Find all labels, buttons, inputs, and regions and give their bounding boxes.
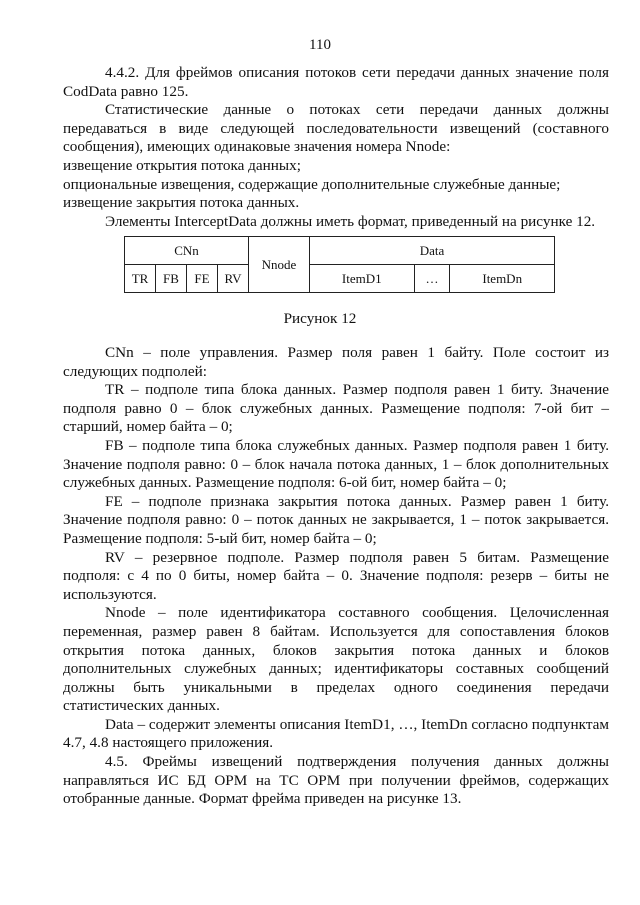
paragraph: CNn – поле управления. Размер поля равен 1 байту. Поле состоит из следующих подполей: bbox=[63, 344, 609, 380]
paragraph: Статистические данные о потоках сети передачи данных должны передаваться в виде следующей последовательности извещений (составного сообщения), имеющих одинаковые значения номера Nnode: bbox=[63, 101, 609, 156]
figure-caption: Рисунок 12 bbox=[283, 310, 357, 327]
ellipsis-cell: … bbox=[414, 265, 450, 293]
data-header: Data bbox=[310, 237, 555, 265]
paragraph: 4.4.2. Для фреймов описания потоков сети передачи данных значение поля CodData равно 125. bbox=[63, 64, 609, 100]
paragraph: опциональные извещения, содержащие дополнительные служебные данные; bbox=[63, 175, 561, 193]
paragraph: Data – содержит элементы описания ItemD1, …, ItemDn согласно подпунктам 4.7, 4.8 настоящего приложения. bbox=[63, 715, 609, 752]
page-number: 110 bbox=[309, 37, 331, 53]
itemd1-cell: ItemD1 bbox=[310, 265, 415, 293]
tr-cell: TR bbox=[125, 265, 156, 293]
paragraph: FE – подполе признака закрытия потока данных. Размер равен 1 биту. Значение подполя равно: 0 – поток данных не закрывается, 1 – поток закрывается. Размещение подполя: 5-ый бит, номер байта – 0; bbox=[63, 492, 609, 547]
paragraph: TR – подполе типа блока данных. Размер подполя равен 1 биту. Значение подполя равно 0 – блок служебных данных. Размещение подполя: 7-ой бит – старший, номер байта – 0; bbox=[63, 381, 609, 436]
paragraph: RV – резервное подполе. Размер подполя равен 5 битам. Размещение подполя: с 4 по 0 биты, номер байта – 0. Значение подполя: резерв – биты не используются. bbox=[63, 548, 609, 603]
paragraph: Nnode – поле идентификатора составного сообщения. Целочисленная переменная, размер равен 8 байтам. Используется для сопоставления блоков открытия потока данных, блоков закрытия потока данных и блоков дополнительных служебных данных; идентификаторы составных сообщений должны быть уникальными в пределах одного соединения передачи статистических данных. bbox=[63, 604, 609, 715]
rv-cell: RV bbox=[218, 265, 249, 293]
frame-format-table bbox=[124, 236, 555, 293]
fe-cell: FE bbox=[187, 265, 218, 293]
text-block-bottom bbox=[63, 344, 609, 809]
paragraph: Элементы InterceptData должны иметь формат, приведенный на рисунке 12. bbox=[105, 212, 596, 230]
paragraph: FB – подполе типа блока служебных данных. Размер подполя равен 1 биту. Значение подполя равно: 0 – блок начала потока данных, 1 – блок дополнительных служебных данных. Размещение подполя: 6-ой бит, номер байта – 0; bbox=[63, 436, 609, 492]
paragraph: 4.5. Фреймы извещений подтверждения получения данных должны направляться ИС БД ОРМ на ТС ОРМ при получении фреймов, содержащих отобранные данные. Формат фрейма приведен на рисунке 13. bbox=[63, 753, 609, 808]
text-block-top bbox=[63, 64, 609, 231]
cnn-header: CNn bbox=[125, 237, 249, 265]
fb-cell: FB bbox=[156, 265, 187, 293]
itemdn-cell: ItemDn bbox=[450, 265, 555, 293]
nnode-cell: Nnode bbox=[249, 237, 310, 293]
paragraph: извещение закрытия потока данных. bbox=[63, 194, 300, 212]
paragraph: извещение открытия потока данных; bbox=[63, 156, 301, 174]
